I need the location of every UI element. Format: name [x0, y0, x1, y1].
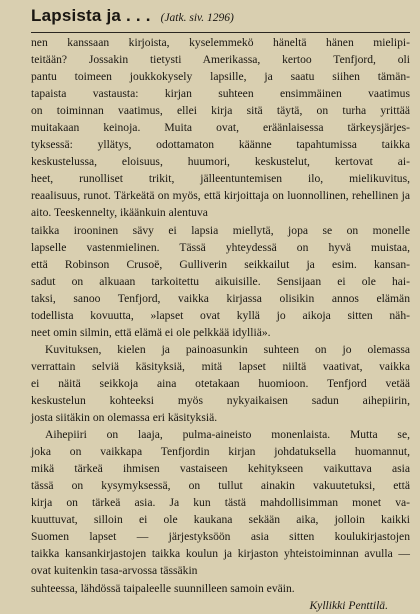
body-line: tapaista vastausta: kirjan suhteen ensimmäinen vaatimus	[31, 87, 410, 101]
body-line: teitään? Jossakin tietysti Amerikassa, kertoo Tenfjord, oli	[31, 53, 410, 67]
article-heading	[31, 6, 410, 33]
body-line: verrattain selviä käsityksiä, mitä lapset niiltä vaativat, vaikka	[31, 359, 410, 373]
body-line: heet, runolliset trikit, jälleentuntemisen ilo, mielikuvitus,	[31, 172, 410, 186]
author-signature: Kyllikki Penttilä.	[309, 598, 388, 612]
body-line: tässä on kysymyksessä, on tullut ainakin vakuutetuksi, että	[31, 479, 410, 493]
body-line: joka on vaikkapa Tenfjordin kirjan johdatuksella huomannut,	[31, 445, 410, 459]
body-line: keskustelun kohteeksi myös nykyaikaisen sadun aihepiirin,	[31, 393, 410, 407]
body-line: kuuttuvat, silloin ei ole kaukana sekään aika, jolloin kaikki	[31, 513, 410, 527]
article-title: Lapsista ja . . .	[31, 6, 151, 25]
body-line-pair: taikka kansankirjastojen taikka koulun ja kirjaston yhteistoiminnan avulla — ovat kuitenkin tasa-arvossa tässäkin	[31, 547, 410, 578]
body-line: lapselle vastenmielinen. Tässä yhteydessä on hyvä muistaa,	[31, 240, 410, 254]
body-line: todellista kovuutta, »lapset ovat kyllä jo aikoja sitten näh-	[31, 308, 410, 322]
article-body	[31, 34, 410, 597]
body-line-pair: reaalisuus, runot. Tärkeätä on myös, että kirjoittaja on luonnollinen, rehellinen ja aito. Teeskennelty, ikäänkuin alentuva	[31, 189, 410, 220]
body-line: neet omin silmin, että elämä ei ole pelkkää idylliä».	[31, 325, 271, 339]
body-line: muitakaan keinoja. Muita ovat, eräänlaisessa tärkeysjärjes-	[31, 121, 410, 135]
body-line: että Robinson Crusoë, Gulliverin seikkailut ja esim. kansan-	[31, 257, 410, 271]
body-line: mikä tärkeä ihmisen vastaiseen kehitykseen vaikuttava asia	[31, 462, 410, 476]
body-line: kirja on tärkeä asia. Ja kun tästä mahdollisimman monet va-	[31, 496, 410, 510]
body-line: taksi, sanoo Tenfjord, vaikka kirjassa olisikin annos elämän	[31, 291, 410, 305]
body-line: Aihepiiri on laaja, pulma-aineisto monenlaista. Mutta se,	[45, 428, 410, 442]
body-line: Suomen lapset — järjestyksöön asia sitten koulukirjastojen	[31, 530, 410, 544]
body-line: ei näitä seikkoja aina otetakaan huomioon. Tenfjord vetää	[31, 376, 410, 390]
body-line: nen kanssaan kirjoista, kyselemmekö häneltä hänen mielipi-	[31, 36, 410, 49]
body-line: on toiminnan vaatimus, ellei kirja sitä täytä, on turha yrittää	[31, 104, 410, 118]
body-line: tyksessä: yllätys, odottamaton käänne tapahtumissa taikka	[31, 138, 410, 152]
body-line: suhteessa, lähdössä taipaleelle suunnilleen samoin eväin.	[31, 581, 295, 595]
body-line: pantu toimeen joukkokysely lapsille, ja saatu siihen tämän-	[31, 70, 410, 84]
body-line: keskustelussa, eloisuus, huumori, keskustelut, kertovat ai-	[31, 155, 410, 169]
body-line: Kuvituksen, kielen ja painoasunkin suhteen on jo olemassa	[45, 342, 410, 356]
body-line: taikka irooninen sävy ei lapsia miellytä, jopa se on monelle	[31, 223, 410, 237]
body-line: josta siitäkin on olemassa eri käsityksiä.	[31, 411, 218, 425]
body-line: sadut on alkuaan tarkoitettu aikuisille. Sensijaan ei ole hai-	[31, 274, 410, 288]
continuation-note: (Jatk. siv. 1296)	[160, 12, 234, 24]
